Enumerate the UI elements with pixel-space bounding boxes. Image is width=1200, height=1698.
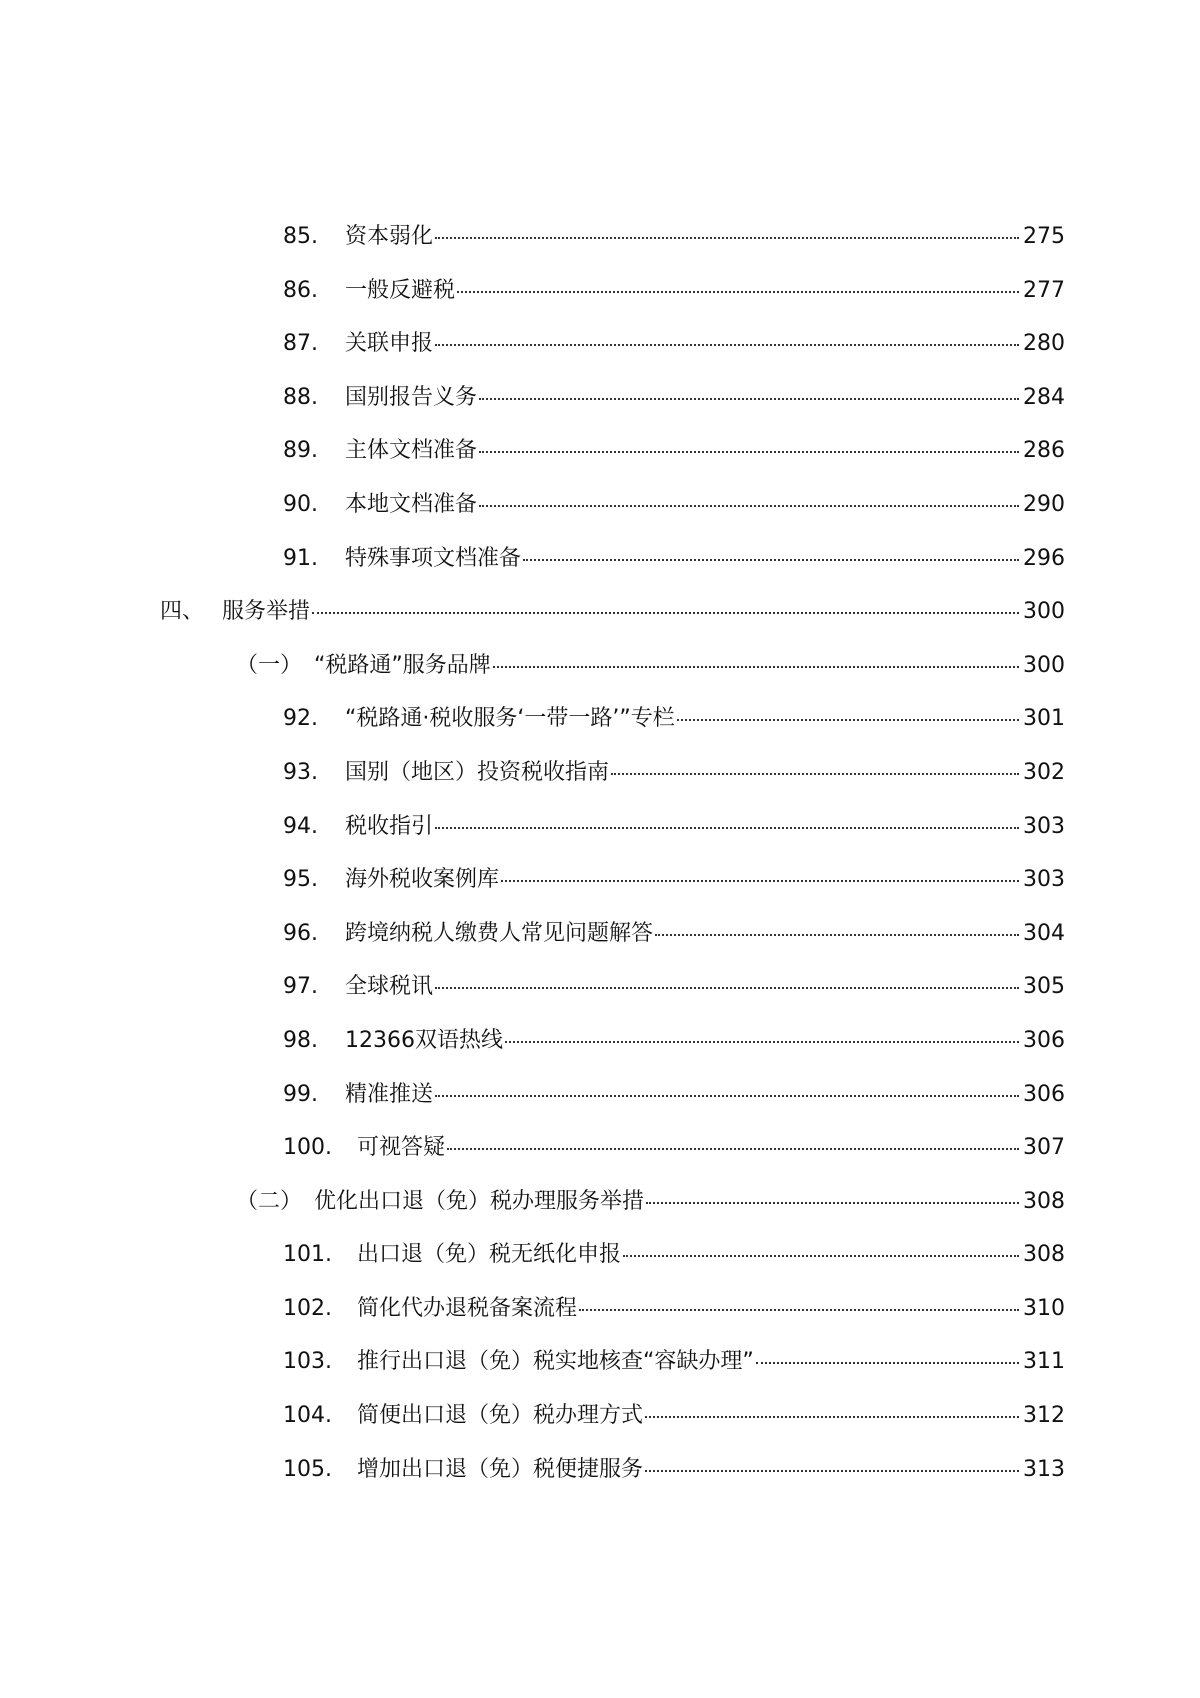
- toc-entry-number: 105.: [283, 1456, 332, 1482]
- toc-entry[interactable]: [0, 865, 1200, 919]
- toc-entry-page: 302: [1023, 759, 1065, 785]
- toc-subsection-number: （二）: [236, 1188, 303, 1214]
- toc-subsection-heading[interactable]: [0, 1187, 1200, 1241]
- toc-entry-number: 99.: [283, 1081, 318, 1107]
- toc-section-title: 服务举措: [222, 599, 311, 625]
- toc-entry-number: 102.: [283, 1295, 332, 1321]
- toc-entry-page: 300: [1023, 599, 1065, 625]
- toc-entry-title: 全球税讯: [345, 974, 434, 1000]
- dot-leader: [435, 237, 1019, 239]
- toc-entry[interactable]: [0, 812, 1200, 866]
- dot-leader: [611, 773, 1019, 775]
- toc-entry-page: 306: [1023, 1027, 1065, 1053]
- toc-entry-title: 关联申报: [345, 331, 434, 357]
- toc-entry-number: 91.: [283, 545, 318, 571]
- dot-leader: [646, 1202, 1019, 1204]
- toc-entry-page: 275: [1023, 224, 1065, 249]
- toc-subsection-number: （一）: [236, 652, 303, 678]
- dot-leader: [312, 612, 1019, 614]
- toc-entry-number: 97.: [283, 974, 318, 1000]
- toc-entry-page: 311: [1023, 1349, 1065, 1375]
- dot-leader: [435, 1095, 1019, 1097]
- dot-leader: [523, 559, 1019, 561]
- toc-entry-page: 308: [1023, 1188, 1065, 1214]
- toc-subsection-title: “税路通”服务品牌: [314, 652, 491, 678]
- toc-entry-page: 300: [1023, 652, 1065, 678]
- toc-entry[interactable]: [0, 329, 1200, 383]
- toc-entry-page: 305: [1023, 974, 1065, 1000]
- dot-leader: [479, 398, 1019, 400]
- dot-leader: [435, 827, 1019, 829]
- toc-entry[interactable]: [0, 1347, 1200, 1401]
- dot-leader: [579, 1309, 1019, 1311]
- dot-leader: [457, 291, 1019, 293]
- toc-entry[interactable]: [0, 1080, 1200, 1134]
- toc-entry-title: 海外税收案例库: [345, 867, 500, 893]
- toc-entry-number: 98.: [283, 1027, 318, 1053]
- toc-entry-title: 推行出口退（免）税实地核查“容缺办理”: [357, 1349, 754, 1375]
- toc-entry-number: 93.: [283, 759, 318, 785]
- toc-entry[interactable]: [0, 972, 1200, 1026]
- toc-entry-page: 306: [1023, 1081, 1065, 1107]
- toc-entry[interactable]: [0, 758, 1200, 812]
- toc-entry-title: 国别（地区）投资税收指南: [345, 759, 610, 785]
- toc-entry[interactable]: [0, 276, 1200, 330]
- toc-entry-title: 简便出口退（免）税办理方式: [357, 1403, 644, 1429]
- toc-entry-number: 89.: [283, 438, 318, 464]
- toc-entry[interactable]: [0, 704, 1200, 758]
- toc-entry-page: 313: [1023, 1456, 1065, 1482]
- toc-entry-page: 296: [1023, 545, 1065, 571]
- toc-entry-title: 增加出口退（免）税便捷服务: [357, 1456, 644, 1482]
- toc-entry-title: 一般反避税: [345, 277, 456, 303]
- toc-entry-number: 100.: [283, 1135, 332, 1161]
- toc-entry-page: 303: [1023, 813, 1065, 839]
- toc-entry-page: 280: [1023, 331, 1065, 357]
- toc-entry-title: 特殊事项文档准备: [345, 545, 522, 571]
- dot-leader: [479, 451, 1019, 453]
- toc-section-number: 四、: [160, 599, 205, 625]
- toc-entry[interactable]: [0, 1401, 1200, 1455]
- toc-entry-number: 85.: [283, 224, 318, 249]
- toc-entry-page: 303: [1023, 867, 1065, 893]
- dot-leader: [479, 505, 1019, 507]
- toc-entry[interactable]: [0, 1294, 1200, 1348]
- toc-entry-number: 96.: [283, 920, 318, 946]
- toc-entry-number: 88.: [283, 384, 318, 410]
- dot-leader: [493, 666, 1019, 668]
- dot-leader: [645, 1470, 1019, 1472]
- dot-leader: [623, 1255, 1019, 1257]
- toc-entry-title: 国别报告义务: [345, 384, 478, 410]
- dot-leader: [501, 880, 1019, 882]
- toc-entry[interactable]: [0, 222, 1200, 276]
- toc-entry[interactable]: [0, 383, 1200, 437]
- dot-leader: [756, 1362, 1019, 1364]
- toc-entry-title: 出口退（免）税无纸化申报: [357, 1242, 622, 1268]
- toc-entry-title: 跨境纳税人缴费人常见问题解答: [345, 920, 654, 946]
- toc-entry-page: 301: [1023, 706, 1065, 732]
- toc-section-heading[interactable]: [0, 597, 1200, 651]
- toc-entry-title: 本地文档准备: [345, 491, 478, 517]
- toc-entry-page: 286: [1023, 438, 1065, 464]
- dot-leader: [505, 1041, 1019, 1043]
- toc-entry-page: 284: [1023, 384, 1065, 410]
- toc-entry-page: 307: [1023, 1135, 1065, 1161]
- toc-entry-number: 95.: [283, 867, 318, 893]
- toc-entry-title: 12366双语热线: [345, 1027, 503, 1053]
- toc-entry-number: 86.: [283, 277, 318, 303]
- toc-entry-number: 87.: [283, 331, 318, 357]
- toc-entry-title: “税路通·税收服务‘一带一路’”专栏: [345, 706, 675, 732]
- toc-entry[interactable]: [0, 1026, 1200, 1080]
- toc-subsection-heading[interactable]: [0, 651, 1200, 705]
- toc-entry[interactable]: [0, 490, 1200, 544]
- toc-entry-title: 税收指引: [345, 813, 434, 839]
- toc-entry[interactable]: [0, 919, 1200, 973]
- toc-entry[interactable]: [0, 1240, 1200, 1294]
- table-of-contents: [0, 222, 1200, 1508]
- toc-entry-title: 主体文档准备: [345, 438, 478, 464]
- toc-entry-number: 90.: [283, 491, 318, 517]
- toc-entry-page: 312: [1023, 1403, 1065, 1429]
- toc-entry[interactable]: [0, 544, 1200, 598]
- dot-leader: [435, 987, 1019, 989]
- toc-entry[interactable]: [0, 1455, 1200, 1509]
- dot-leader: [435, 344, 1019, 346]
- toc-entry-page: 310: [1023, 1295, 1065, 1321]
- toc-entry-page: 304: [1023, 920, 1065, 946]
- dot-leader: [645, 1416, 1019, 1418]
- toc-entry[interactable]: [0, 1133, 1200, 1187]
- toc-entry-number: 103.: [283, 1349, 332, 1375]
- dot-leader: [655, 934, 1019, 936]
- dot-leader: [447, 1148, 1019, 1150]
- toc-entry-page: 308: [1023, 1242, 1065, 1268]
- toc-entry-number: 101.: [283, 1242, 332, 1268]
- dot-leader: [677, 719, 1019, 721]
- toc-entry-number: 104.: [283, 1403, 332, 1429]
- toc-entry-title: 资本弱化: [345, 224, 434, 249]
- toc-entry[interactable]: [0, 436, 1200, 490]
- toc-entry-title: 精准推送: [345, 1081, 434, 1107]
- toc-entry-number: 94.: [283, 813, 318, 839]
- toc-subsection-title: 优化出口退（免）税办理服务举措: [314, 1188, 645, 1214]
- toc-entry-title: 可视答疑: [357, 1135, 446, 1161]
- toc-entry-page: 290: [1023, 491, 1065, 517]
- toc-entry-page: 277: [1023, 277, 1065, 303]
- toc-entry-title: 简化代办退税备案流程: [357, 1295, 578, 1321]
- toc-entry-number: 92.: [283, 706, 318, 732]
